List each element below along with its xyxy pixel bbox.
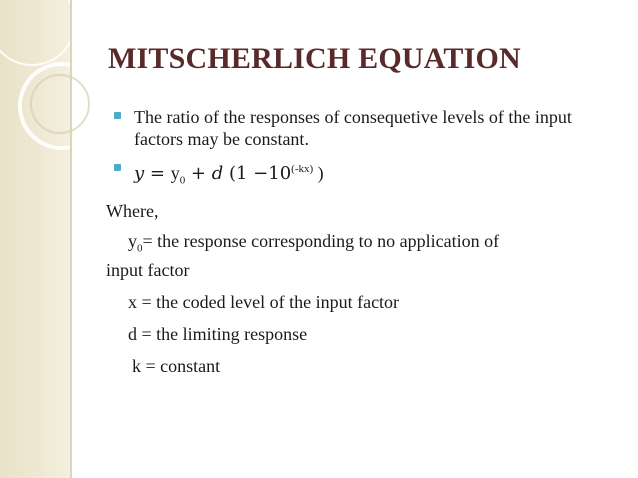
- decorative-ring: [0, 0, 76, 66]
- slide-title: MITSCHERLICH EQUATION: [108, 42, 521, 75]
- decorative-ring: [30, 74, 90, 134]
- where-label: Where,: [106, 200, 159, 221]
- eq-equals: =: [144, 163, 171, 184]
- square-bullet-icon: [114, 164, 121, 171]
- definition-y0: [106, 230, 612, 260]
- slide-body: [106, 106, 612, 377]
- eq-open: (1 −10: [223, 163, 292, 184]
- y0-base: y: [128, 230, 137, 251]
- eq-lhs: y: [134, 163, 145, 184]
- eq-exponent: (-kx): [291, 163, 314, 175]
- bullet-item: [112, 106, 612, 150]
- eq-plus: +: [185, 163, 212, 184]
- eq-d: d: [211, 163, 224, 184]
- decorative-side-band: [0, 0, 70, 478]
- square-bullet-icon: [114, 112, 121, 119]
- equation-item: [112, 158, 612, 192]
- eq-y-subscript: 0: [179, 174, 186, 187]
- bullet-text: The ratio of the responses of consequetive levels of the input factors may be constant.: [134, 107, 572, 149]
- definition-x: x = the coded level of the input factor: [128, 292, 400, 313]
- definition-y0-continued: input factor: [106, 260, 190, 281]
- band-divider: [70, 0, 72, 478]
- definition-d: d = the limiting response: [128, 324, 308, 345]
- eq-y-base: y: [170, 163, 180, 183]
- definition-k: k = constant: [132, 356, 221, 377]
- y0-definition: = the response corresponding to no application of: [142, 230, 500, 251]
- y0-subscript: 0: [137, 242, 143, 255]
- eq-close: ): [313, 163, 324, 183]
